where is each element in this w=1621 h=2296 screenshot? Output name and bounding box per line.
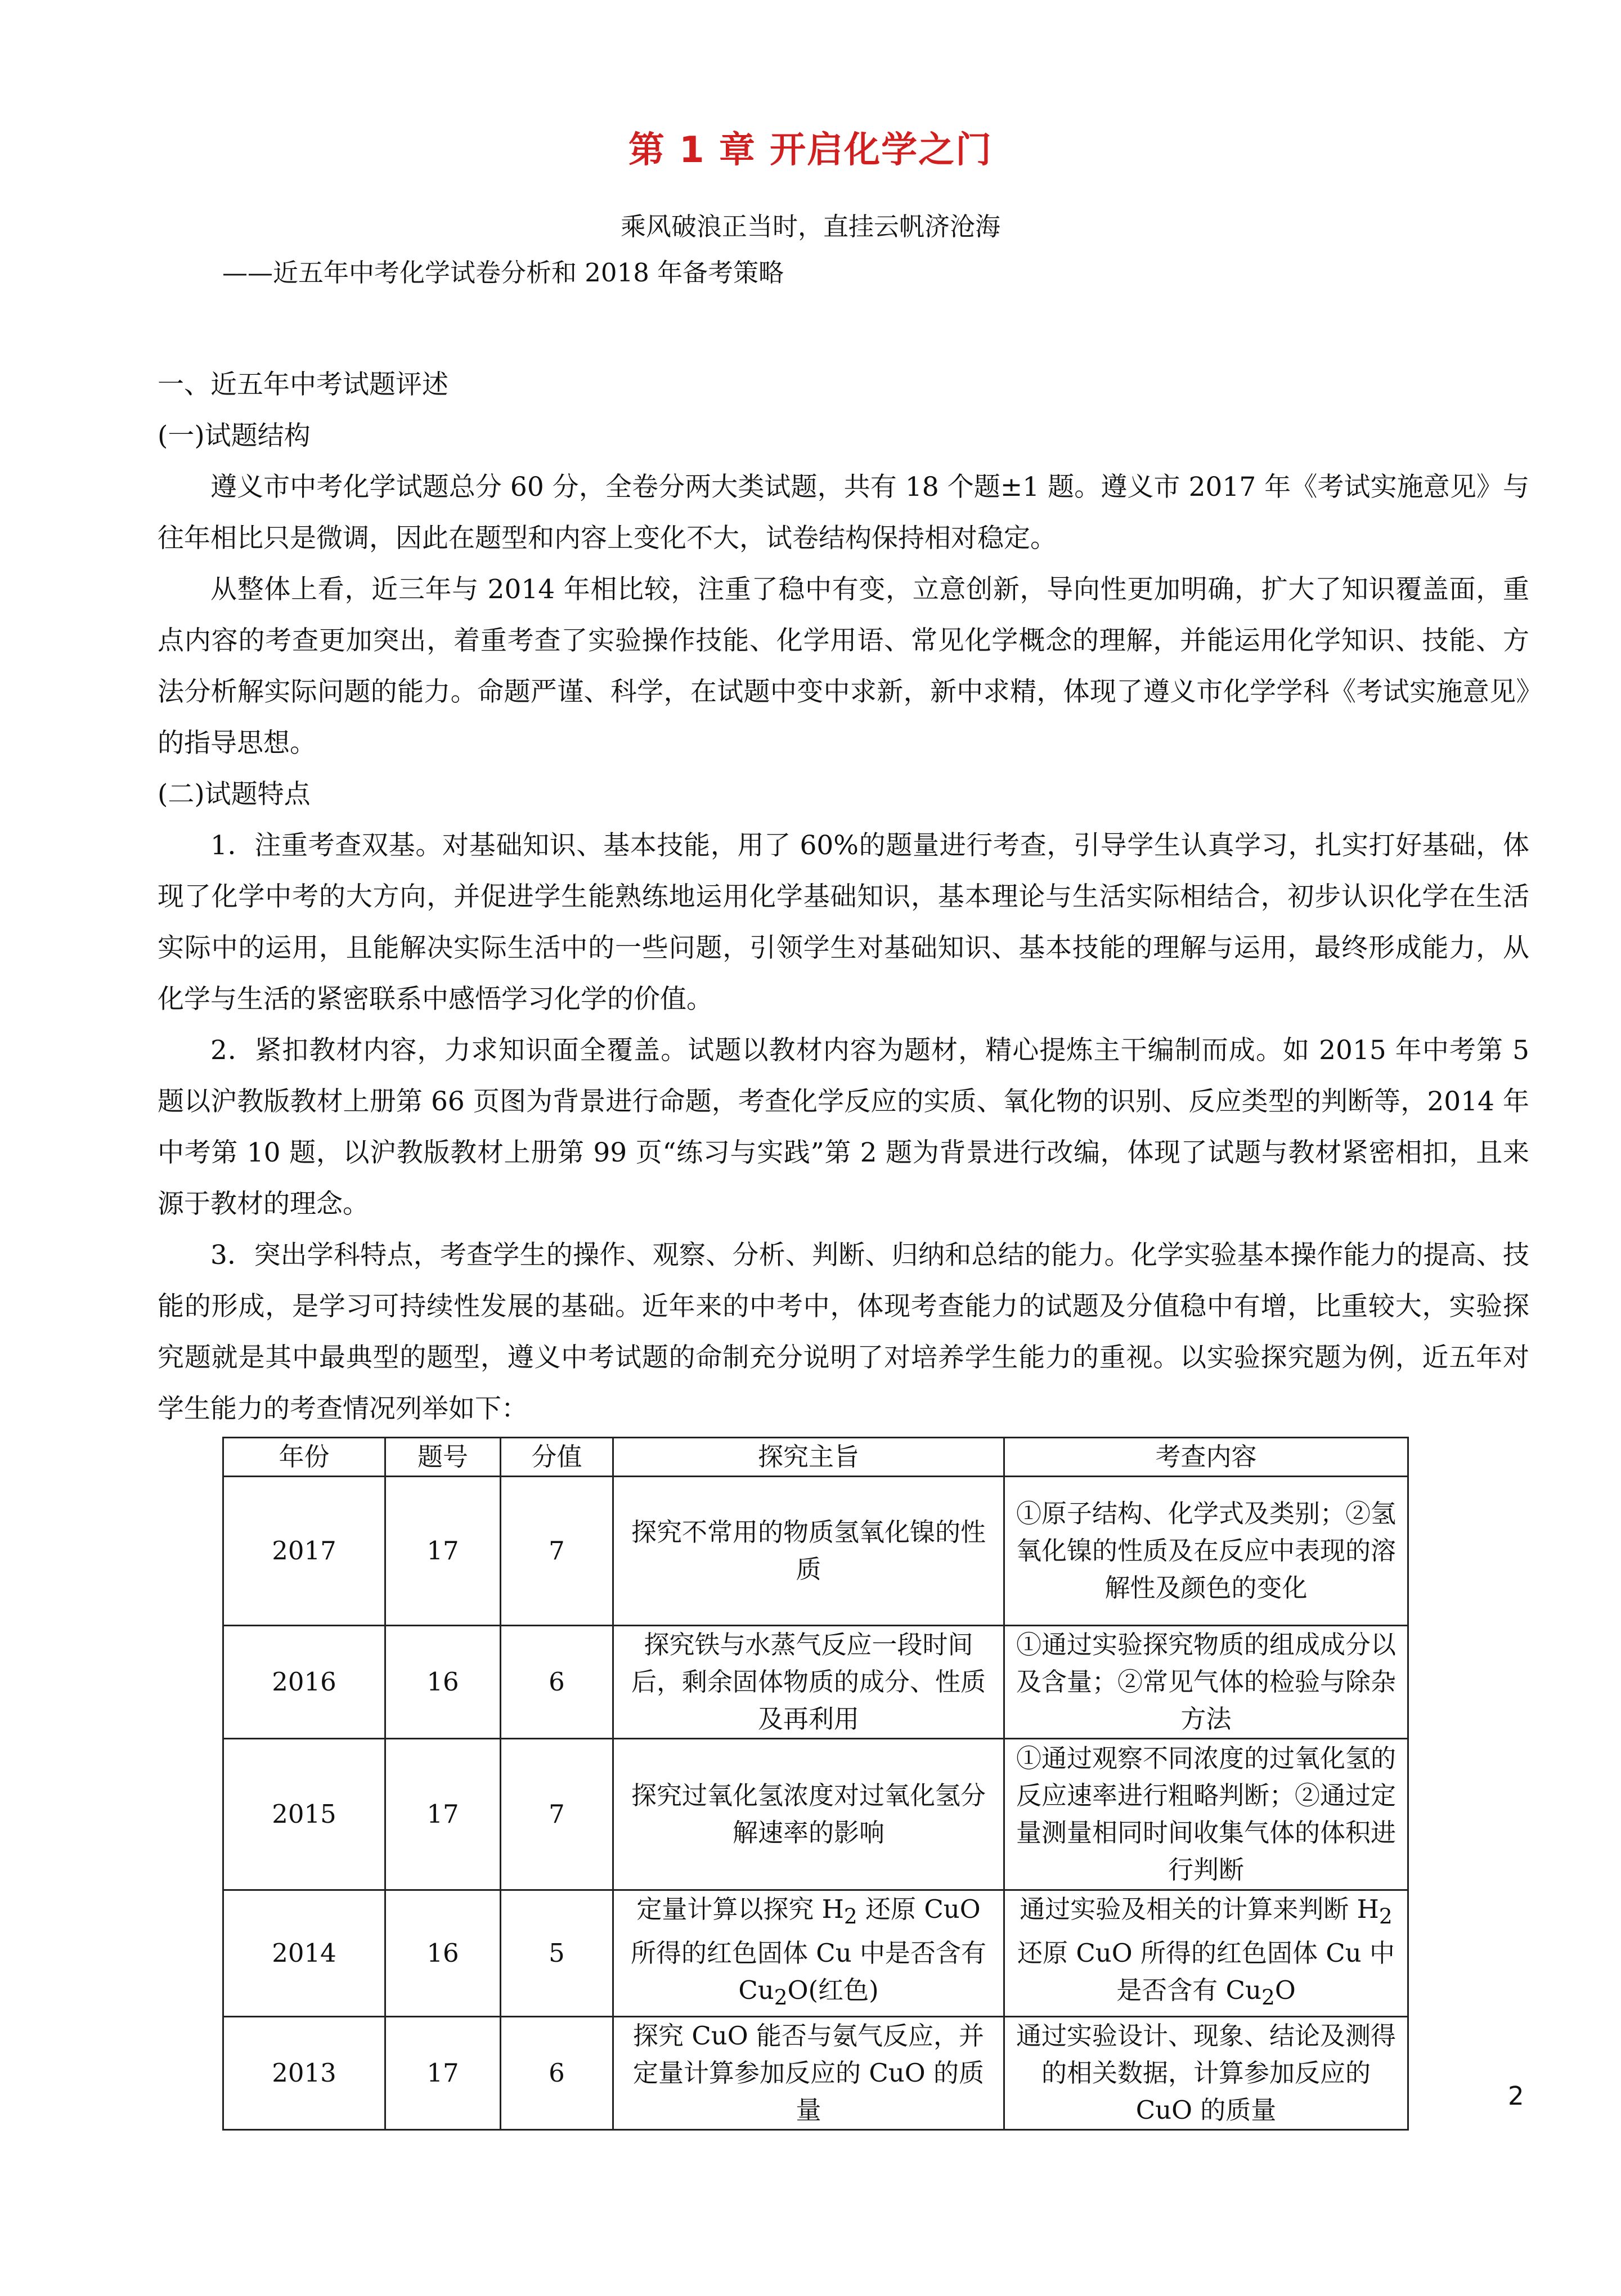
page-number: 2 [1508,2081,1524,2111]
cell-theme: 探究过氧化氢浓度对过氧化氢分解速率的影响 [613,1739,1004,1890]
subscript-2: 2 [1261,1985,1275,2010]
cell-content [1004,1890,1408,2017]
cell-year: 2016 [223,1626,385,1739]
table-row [223,1477,1408,1626]
body-text [158,359,1529,1434]
exam-analysis-table [222,1437,1409,2131]
paragraph-5: 3．突出学科特点，考查学生的操作、观察、分析、判断、归纳和总结的能力。化学实验基本操作能力的提高、技能的形成，是学习可持续性发展的基础。近年来的中考中，体现考查能力的试题及分值稳中有增，比重较大，实验探究题就是其中最典型的题型，遵义中考试题的命制充分说明了对培养学生能力的重视。以实验探究题为例，近五年对学生能力的考查情况列举如下： [158,1240,1529,1424]
content-text-3: O [1274,1975,1296,2005]
cell-number: 17 [385,1477,501,1626]
content-text-2: 还原 CuO 所得的红色固体 Cu 中是否含有 Cu [1017,1938,1395,2005]
chapter-title: 第 1 章 开启化学之门 [628,129,993,171]
subscript-2: 2 [843,1904,857,1929]
cell-year: 2017 [223,1477,385,1626]
cell-score: 6 [501,1626,613,1739]
subtitle-line-1: 乘风破浪正当时，直挂云帆济沧海 [620,212,1000,241]
header-year: 年份 [223,1438,385,1477]
cell-score: 7 [501,1739,613,1890]
subsection-heading-features: (二)试题特点 [158,779,311,810]
cell-number: 17 [385,1739,501,1890]
header-number: 题号 [385,1438,501,1477]
theme-text-1: 定量计算以探究 H [636,1894,844,1924]
cell-score: 5 [501,1890,613,2017]
table-row [223,1890,1408,2017]
cell-number: 16 [385,1626,501,1739]
header-content: 考查内容 [1004,1438,1408,1477]
cell-year: 2015 [223,1739,385,1890]
subtitle-line-2: ——近五年中考化学试卷分析和 2018 年备考策略 [222,258,784,288]
table-row [223,1626,1408,1739]
cell-score: 6 [501,2017,613,2130]
cell-number: 17 [385,2017,501,2130]
table-header-row [223,1438,1408,1477]
paragraph-3: 1．注重考查双基。对基础知识、基本技能，用了 60%的题量进行考查，引导学生认真学习，扎实打好基础，体现了化学中考的大方向，并促进学生能熟练地运用化学基础知识，基本理论与生活实际相结合，初步认识化学在生活实际中的运用，且能解决实际生活中的一些问题，引领学生对基础知识、基本技能的理解与运用，最终形成能力，从化学与生活的紧密联系中感悟学习化学的价值。 [158,830,1529,1015]
theme-text-2: 还原 CuO 所得的红色固体 Cu 中是否含有 Cu [630,1894,987,2005]
section-heading: 一、近五年中考试题评述 [158,369,448,400]
paragraph-4: 2．紧扣教材内容，力求知识面全覆盖。试题以教材内容为题材，精心提炼主干编制而成。如 2015 年中考第 5 题以沪教版教材上册第 66 页图为背景进行命题，考查化学反应的实质、氧化物的识别、反应类型的判断等，2014 年中考第 10 题，以沪教版教材上册第 99 页“练习与实践”第 2 题为背景进行改编，体现了试题与教材紧密相扣，且来源于教材的理念。 [158,1035,1529,1219]
cell-content: ①通过实验探究物质的组成成分以及含量；②常见气体的检验与除杂方法 [1004,1626,1408,1739]
cell-theme: 探究铁与水蒸气反应一段时间后，剩余固体物质的成分、性质及再利用 [613,1626,1004,1739]
cell-theme [613,1890,1004,2017]
paragraph-1: 遵义市中考化学试题总分 60 分，全卷分两大类试题，共有 18 个题±1 题。遵义市 2017 年《考试实施意见》与往年相比只是微调，因此在题型和内容上变化不大，试卷结构保持相对稳定。 [158,472,1529,554]
cell-content: ①原子结构、化学式及类别；②氢氧化镍的性质及在反应中表现的溶解性及颜色的变化 [1004,1477,1408,1626]
subscript-2: 2 [1378,1904,1393,1929]
cell-theme: 探究 CuO 能否与氨气反应，并定量计算参加反应的 CuO 的质量 [613,2017,1004,2130]
header-score: 分值 [501,1438,613,1477]
cell-theme: 探究不常用的物质氢氧化镍的性质 [613,1477,1004,1626]
paragraph-2: 从整体上看，近三年与 2014 年相比较，注重了稳中有变，立意创新，导向性更加明确，扩大了知识覆盖面，重点内容的考查更加突出，着重考查了实验操作技能、化学用语、常见化学概念的理解，并能运用化学知识、技能、方法分析解实际问题的能力。命题严谨、科学，在试题中变中求新，新中求精，体现了遵义市化学学科《考试实施意见》的指导思想。 [158,574,1529,759]
cell-score: 7 [501,1477,613,1626]
cell-year: 2013 [223,2017,385,2130]
table-row [223,1739,1408,1890]
header-theme: 探究主旨 [613,1438,1004,1477]
theme-text-3: O(红色) [787,1975,879,2005]
table-row [223,2017,1408,2130]
cell-content: 通过实验设计、现象、结论及测得的相关数据，计算参加反应的 CuO 的质量 [1004,2017,1408,2130]
content-text-1: 通过实验及相关的计算来判断 H [1020,1894,1379,1924]
cell-year: 2014 [223,1890,385,2017]
cell-content: ①通过观察不同浓度的过氧化氢的反应速率进行粗略判断；②通过定量测量相同时间收集气体的体积进行判断 [1004,1739,1408,1890]
cell-number: 16 [385,1890,501,2017]
subsection-heading-structure: (一)试题结构 [158,420,311,451]
subscript-2: 2 [774,1985,788,2010]
